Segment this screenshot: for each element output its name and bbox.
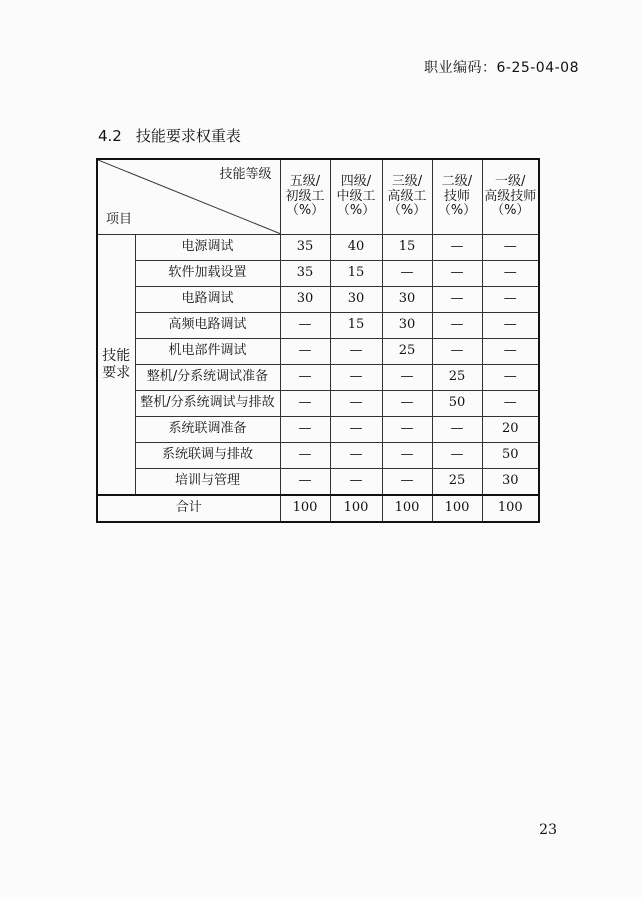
weight-cell: 30 — [382, 287, 432, 313]
level-header — [432, 159, 482, 235]
weight-cell: 30 — [382, 313, 432, 339]
weight-cell: — — [482, 391, 539, 417]
weight-cell: — — [280, 391, 330, 417]
header-row — [97, 159, 539, 235]
level-header-line2: 中级工 — [336, 188, 376, 204]
page-number: 23 — [539, 822, 557, 838]
item-name: 系统联调与排故 — [135, 443, 280, 469]
weight-cell: 25 — [432, 365, 482, 391]
total-cell: 100 — [432, 495, 482, 522]
table-row — [97, 365, 539, 391]
level-header-line3: （%） — [336, 203, 376, 219]
corner-item-label: 项目 — [106, 212, 133, 228]
level-header-line1: 五级/ — [289, 173, 321, 189]
weight-cell: — — [382, 365, 432, 391]
level-header-line1: 三级/ — [391, 173, 423, 189]
weight-cell: 35 — [280, 261, 330, 287]
section-heading — [98, 125, 241, 146]
weight-cell: 50 — [482, 443, 539, 469]
weight-cell: 50 — [432, 391, 482, 417]
level-header-line3: （%） — [437, 203, 477, 219]
total-row — [97, 495, 539, 522]
level-header-line3: （%） — [491, 203, 530, 219]
total-cell: 100 — [482, 495, 539, 522]
weight-cell: 30 — [482, 469, 539, 496]
section-title: 技能要求权重表 — [135, 127, 241, 145]
corner-level-label: 技能等级 — [219, 167, 272, 182]
table-row — [97, 287, 539, 313]
table-row — [97, 443, 539, 469]
weight-cell: — — [482, 313, 539, 339]
weight-cell: — — [432, 443, 482, 469]
weight-cell: — — [432, 417, 482, 443]
weight-cell: — — [382, 417, 432, 443]
item-name: 电源调试 — [135, 235, 280, 261]
section-number: 4.2 — [98, 127, 122, 145]
weight-cell: 25 — [432, 469, 482, 496]
table-row — [97, 469, 539, 496]
weight-cell: — — [280, 469, 330, 496]
item-name: 软件加载设置 — [135, 261, 280, 287]
item-name: 系统联调准备 — [135, 417, 280, 443]
total-cell: 100 — [330, 495, 382, 522]
level-header-line1: 一级/ — [495, 173, 526, 189]
weight-cell: — — [382, 469, 432, 496]
level-header-line2: 高级技师 — [484, 188, 537, 204]
weight-cell: — — [382, 443, 432, 469]
weight-cell: — — [330, 443, 382, 469]
table-row — [97, 339, 539, 365]
group-label-line1: 技能 — [102, 348, 131, 365]
level-header-line3: （%） — [285, 203, 325, 219]
weight-cell: — — [482, 235, 539, 261]
table-row — [97, 417, 539, 443]
weight-cell: — — [330, 391, 382, 417]
weight-cell: 35 — [280, 235, 330, 261]
item-name: 电路调试 — [135, 287, 280, 313]
total-label: 合计 — [97, 495, 280, 522]
skill-weight-table — [96, 158, 540, 523]
level-header-line2: 初级工 — [285, 188, 325, 204]
item-name: 整机/分系统调试准备 — [135, 365, 280, 391]
weight-cell: 30 — [330, 287, 382, 313]
group-label-line2: 要求 — [102, 364, 131, 381]
weight-cell: 15 — [382, 235, 432, 261]
item-name: 机电部件调试 — [135, 339, 280, 365]
weight-cell: — — [280, 313, 330, 339]
weight-cell: — — [280, 365, 330, 391]
weight-cell: 20 — [482, 417, 539, 443]
level-header-line1: 二级/ — [441, 173, 473, 189]
occupation-code: 职业编码：6-25-04-08 — [423, 60, 579, 76]
item-name: 高频电路调试 — [135, 313, 280, 339]
weight-cell: — — [432, 287, 482, 313]
weight-cell: — — [432, 313, 482, 339]
weight-cell: 15 — [330, 313, 382, 339]
group-cell — [97, 235, 135, 496]
weight-cell: — — [330, 339, 382, 365]
weight-cell: 30 — [280, 287, 330, 313]
weight-cell: — — [330, 417, 382, 443]
weight-cell: — — [382, 391, 432, 417]
weight-cell: — — [432, 261, 482, 287]
total-cell: 100 — [382, 495, 432, 522]
item-name: 整机/分系统调试与排故 — [135, 391, 280, 417]
level-header-line1: 四级/ — [340, 173, 372, 189]
weight-cell: — — [280, 443, 330, 469]
weight-cell: — — [280, 417, 330, 443]
weight-cell: — — [482, 261, 539, 287]
weight-cell: 15 — [330, 261, 382, 287]
weight-cell: 25 — [382, 339, 432, 365]
weight-cell: — — [482, 339, 539, 365]
level-header-line2: 高级工 — [387, 188, 427, 204]
item-name: 培训与管理 — [135, 469, 280, 496]
weight-cell: 40 — [330, 235, 382, 261]
level-header — [382, 159, 432, 235]
table-row — [97, 391, 539, 417]
level-header-line2: 技师 — [443, 188, 470, 204]
weight-cell: — — [382, 261, 432, 287]
table-row — [97, 313, 539, 339]
weight-cell: — — [482, 365, 539, 391]
level-header-line3: （%） — [387, 203, 427, 219]
table-row — [97, 261, 539, 287]
weight-cell: — — [330, 469, 382, 496]
total-cell: 100 — [280, 495, 330, 522]
level-header — [280, 159, 330, 235]
level-header — [330, 159, 382, 235]
weight-cell: — — [280, 339, 330, 365]
weight-cell: — — [330, 365, 382, 391]
level-header — [482, 159, 539, 235]
table-row — [97, 235, 539, 261]
weight-cell: — — [432, 339, 482, 365]
weight-cell: — — [432, 235, 482, 261]
weight-cell: — — [482, 287, 539, 313]
corner-cell — [97, 159, 280, 235]
